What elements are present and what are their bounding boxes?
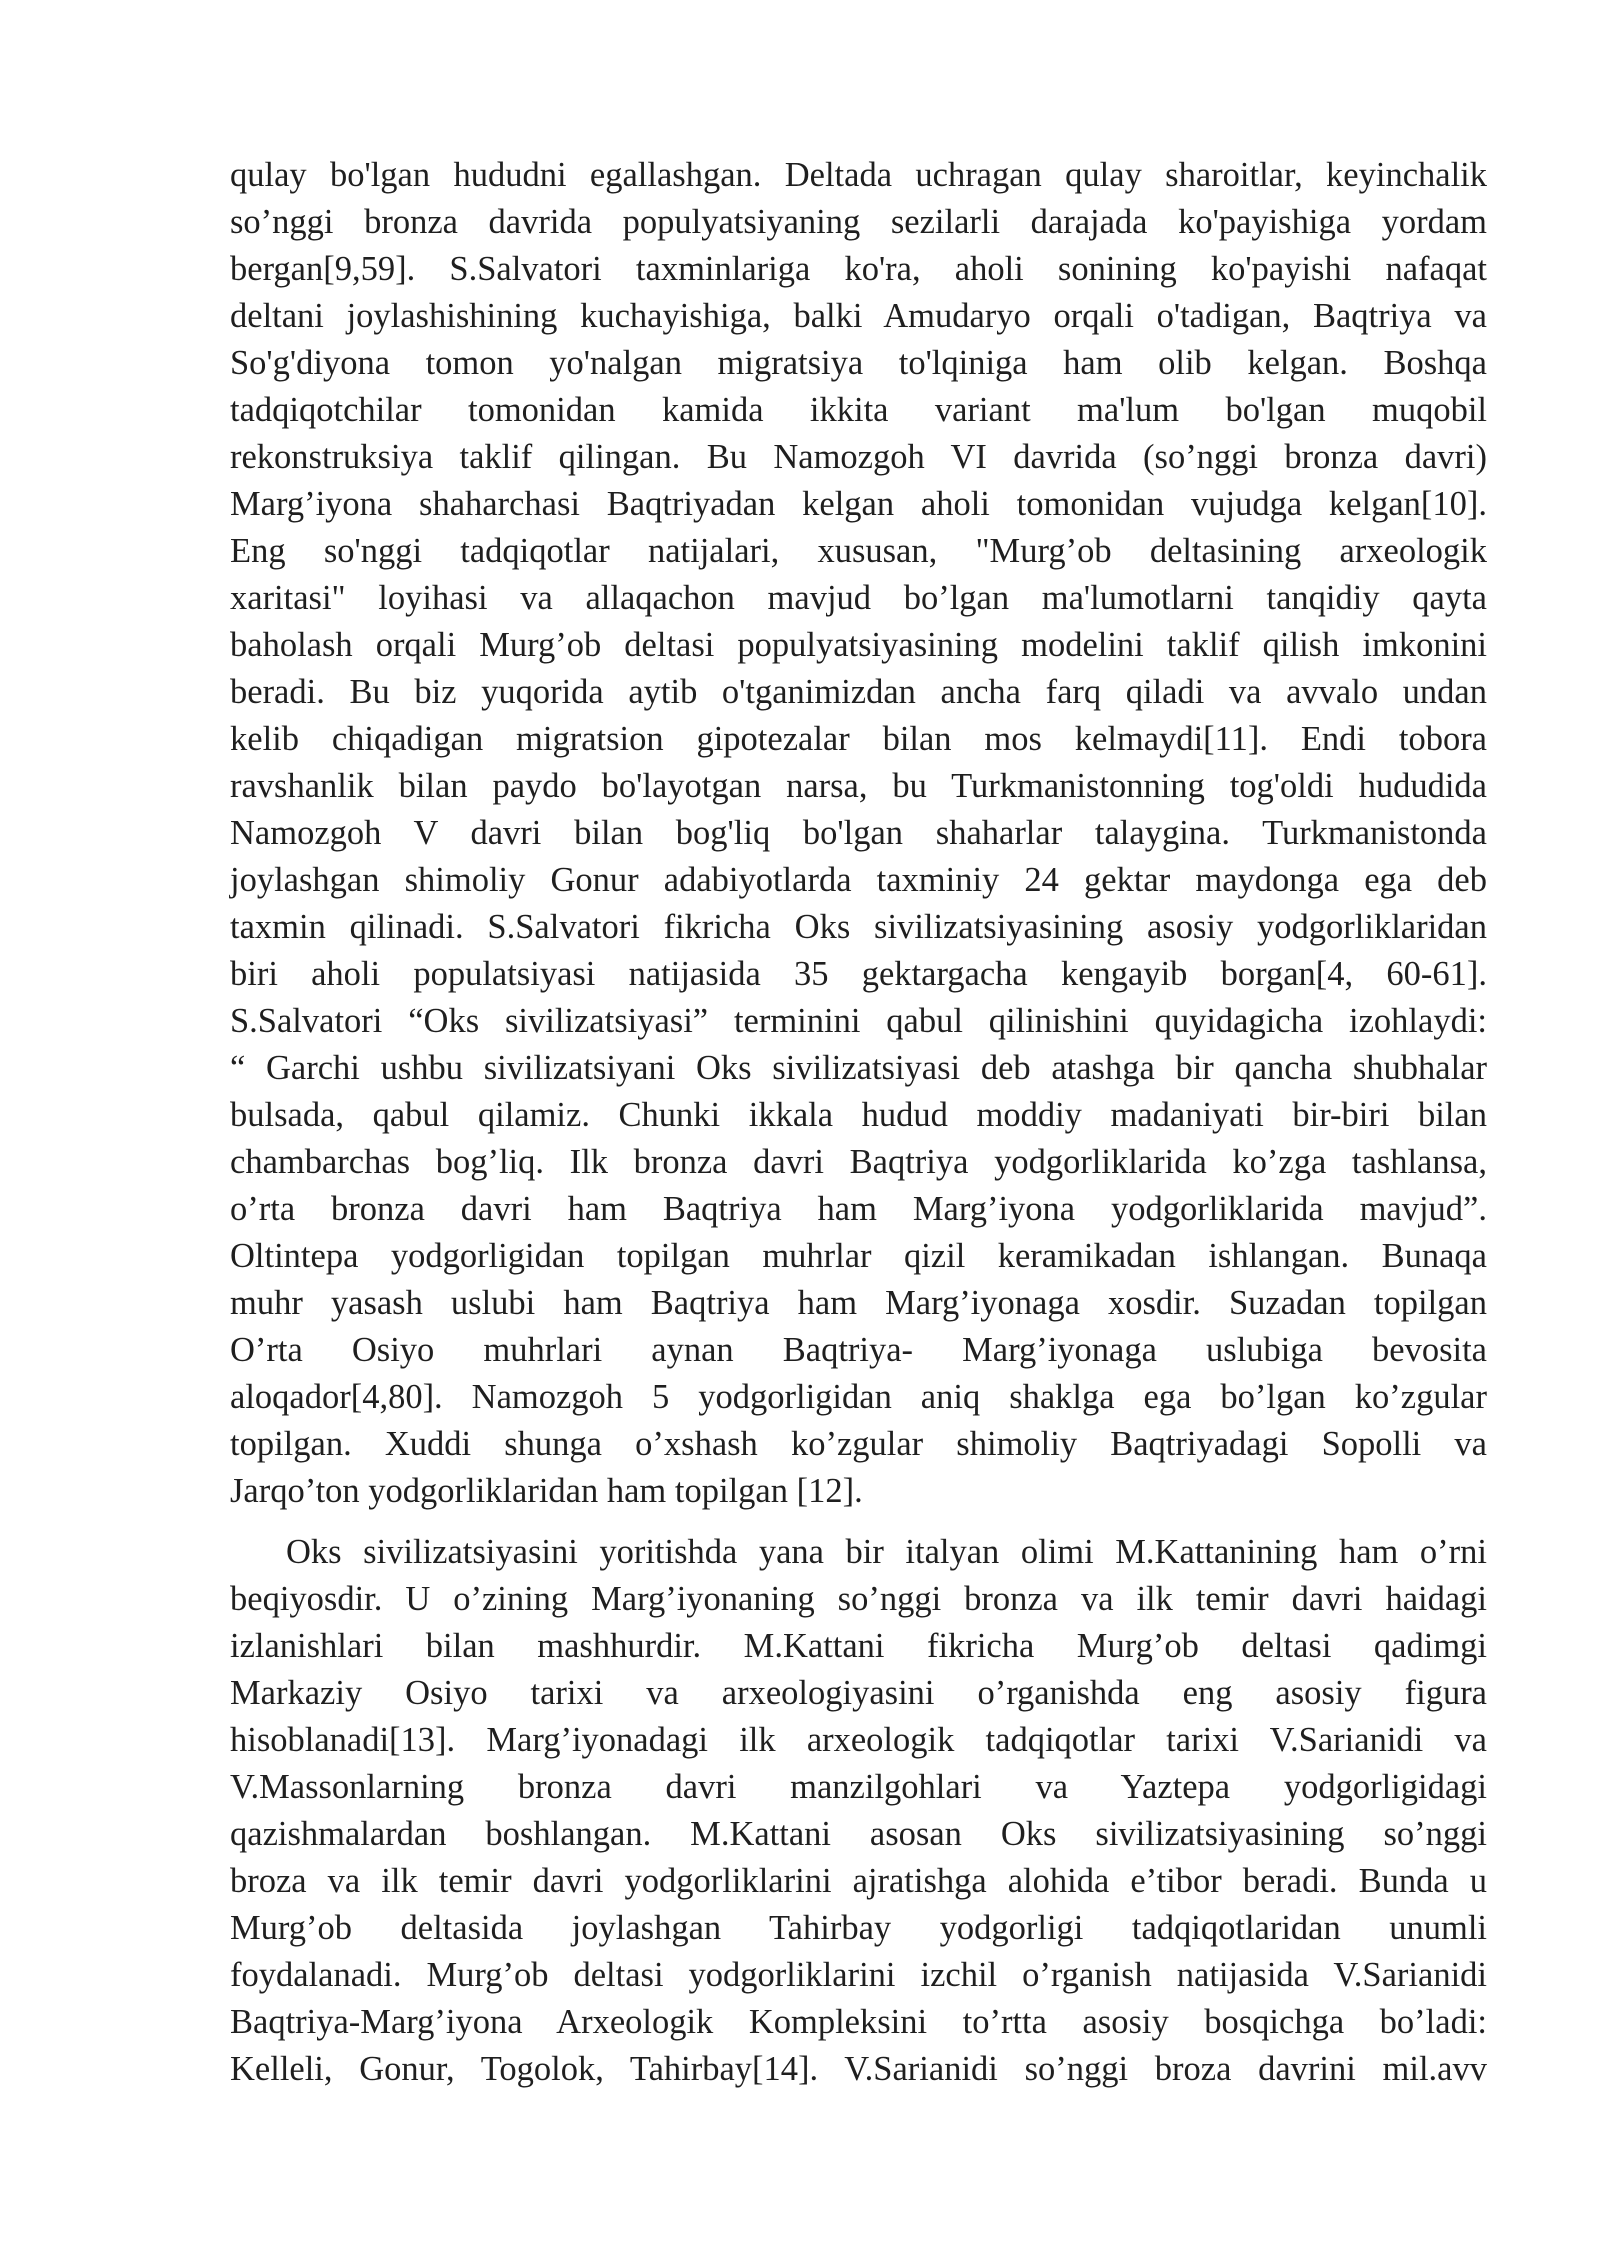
text-line: beradi. Bu biz yuqorida aytib o'tganimizdan ancha farq qiladi va avvalo undan xyxy=(230,673,1487,711)
text-line: broza va ilk temir davri yodgorliklarini ajratishga alohida e’tibor beradi. Bunda u xyxy=(230,1862,1487,1900)
text-line: chambarchas bog’liq. Ilk bronza davri Baqtriya yodgorliklarida ko’zga tashlansa, xyxy=(230,1143,1487,1181)
text-line: so’nggi bronza davrida populyatsiyaning sezilarli darajada ko'payishiga yordam xyxy=(230,203,1487,241)
text-line: hisoblanadi[13]. Marg’iyonadagi ilk arxeologik tadqiqotlar tarixi V.Sarianidi va xyxy=(230,1721,1487,1759)
text-line: bulsada, qabul qilamiz. Chunki ikkala hudud moddiy madaniyati bir-biri bilan xyxy=(230,1096,1487,1134)
text-line: O’rta Osiyo muhrlari aynan Baqtriya- Marg’iyonaga uslubiga bevosita xyxy=(230,1331,1487,1369)
text-line: Murg’ob deltasida joylashgan Tahirbay yodgorligi tadqiqotlaridan unumli xyxy=(230,1909,1487,1947)
text-line: deltani joylashishining kuchayishiga, balki Amudaryo orqali o'tadigan, Baqtriya va xyxy=(230,297,1487,335)
text-line: Baqtriya-Marg’iyona Arxeologik Kompleksini to’rtta asosiy bosqichga bo’ladi: xyxy=(230,2003,1487,2041)
text-line: baholash orqali Murg’ob deltasi populyatsiyasining modelini taklif qilish imkonini xyxy=(230,626,1487,664)
text-line: o’rta bronza davri ham Baqtriya ham Marg’iyona yodgorliklarida mavjud”. xyxy=(230,1190,1487,1228)
text-line: V.Massonlarning bronza davri manzilgohlari va Yaztepa yodgorligidagi xyxy=(230,1768,1487,1806)
text-line: biri aholi populatsiyasi natijasida 35 gektargacha kengayib borgan[4, 60-61]. xyxy=(230,955,1487,993)
text-line: xaritasi" loyihasi va allaqachon mavjud bo’lgan ma'lumotlarni tanqidiy qayta xyxy=(230,579,1487,617)
text-line: Oks sivilizatsiyasini yoritishda yana bir italyan olimi M.Kattanining ham o’rni xyxy=(286,1533,1487,1571)
paragraph-2 xyxy=(230,1529,1487,2093)
text-line: Markaziy Osiyo tarixi va arxeologiyasini o’rganishda eng asosiy figura xyxy=(230,1674,1487,1712)
text-line: foydalanadi. Murg’ob deltasi yodgorliklarini izchil o’rganish natijasida V.Sarianidi xyxy=(230,1956,1487,1994)
text-line: bergan[9,59]. S.Salvatori taxminlariga ko'ra, aholi sonining ko'payishi nafaqat xyxy=(230,250,1487,288)
text-line: taxmin qilinadi. S.Salvatori fikricha Oks sivilizatsiyasining asosiy yodgorliklaridan xyxy=(230,908,1487,946)
text-line: “ Garchi ushbu sivilizatsiyani Oks sivilizatsiyasi deb atashga bir qancha shubhalar xyxy=(230,1049,1487,1087)
text-line: tadqiqotchilar tomonidan kamida ikkita variant ma'lum bo'lgan muqobil xyxy=(230,391,1487,429)
text-line: Eng so'nggi tadqiqotlar natijalari, xususan, "Murg’ob deltasining arxeologik xyxy=(230,532,1487,570)
text-line: Oltintepa yodgorligidan topilgan muhrlar qizil keramikadan ishlangan. Bunaqa xyxy=(230,1237,1487,1275)
text-line: So'g'diyona tomon yo'nalgan migratsiya to'lqiniga ham olib kelgan. Boshqa xyxy=(230,344,1487,382)
text-line: Namozgoh V davri bilan bog'liq bo'lgan shaharlar talaygina. Turkmanistonda xyxy=(230,814,1487,852)
text-line: aloqador[4,80]. Namozgoh 5 yodgorligidan aniq shaklga ega bo’lgan ko’zgular xyxy=(230,1378,1487,1416)
text-line: S.Salvatori “Oks sivilizatsiyasi” terminini qabul qilinishini quyidagicha izohlaydi: xyxy=(230,1002,1487,1040)
text-line: qazishmalardan boshlangan. M.Kattani asosan Oks sivilizatsiyasining so’nggi xyxy=(230,1815,1487,1853)
text-line: Jarqo’ton yodgorliklaridan ham topilgan [12]. xyxy=(230,1472,863,1510)
text-line: beqiyosdir. U o’zining Marg’iyonaning so’nggi bronza va ilk temir davri haidagi xyxy=(230,1580,1487,1618)
text-line: joylashgan shimoliy Gonur adabiyotlarda taxminiy 24 gektar maydonga ega deb xyxy=(230,861,1487,899)
text-line: ravshanlik bilan paydo bo'layotgan narsa, bu Turkmanistonning tog'oldi hududida xyxy=(230,767,1487,805)
text-line: kelib chiqadigan migratsion gipotezalar bilan mos kelmaydi[11]. Endi tobora xyxy=(230,720,1487,758)
text-line: rekonstruksiya taklif qilingan. Bu Namozgoh VI davrida (so’nggi bronza davri) xyxy=(230,438,1487,476)
text-line: qulay bo'lgan hududni egallashgan. Deltada uchragan qulay sharoitlar, keyinchalik xyxy=(230,156,1487,194)
text-line: muhr yasash uslubi ham Baqtriya ham Marg’iyonaga xosdir. Suzadan topilgan xyxy=(230,1284,1487,1322)
paragraph-1 xyxy=(230,152,1487,1515)
text-line: izlanishlari bilan mashhurdir. M.Kattani fikricha Murg’ob deltasi qadimgi xyxy=(230,1627,1487,1665)
text-line: topilgan. Xuddi shunga o’xshash ko’zgular shimoliy Baqtriyadagi Sopolli va xyxy=(230,1425,1487,1463)
text-line: Kelleli, Gonur, Togolok, Tahirbay[14]. V.Sarianidi so’nggi broza davrini mil.avv xyxy=(230,2050,1487,2088)
body-text xyxy=(230,152,1487,2093)
text-line: Marg’iyona shaharchasi Baqtriyadan kelgan aholi tomonidan vujudga kelgan[10]. xyxy=(230,485,1487,523)
